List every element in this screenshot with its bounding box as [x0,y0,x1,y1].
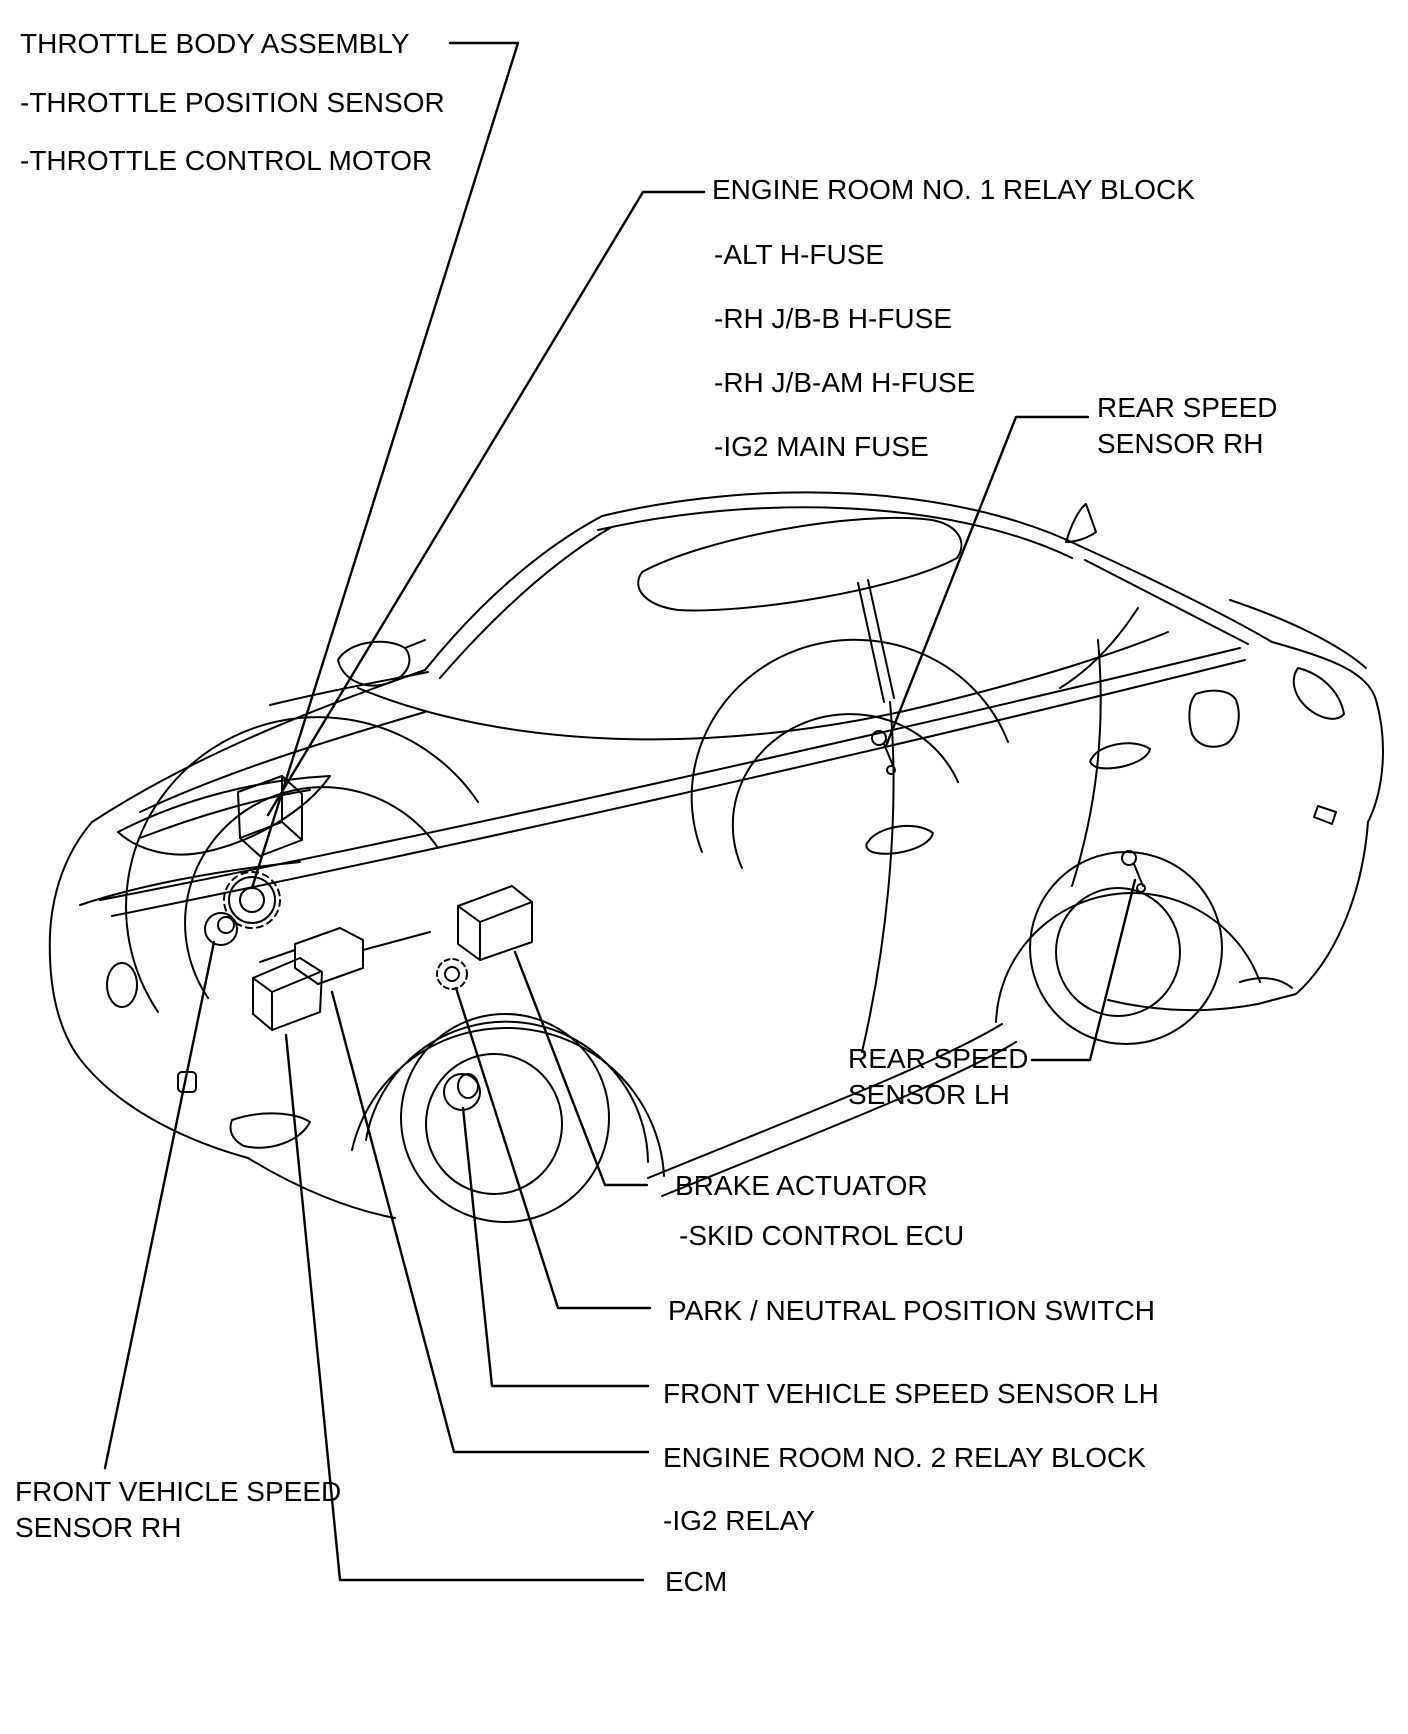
component-ecm [253,958,322,1030]
component-brake-actuator [458,886,532,960]
antenna-fin [1066,504,1096,542]
car-glass-and-details [107,504,1344,1148]
leader-front-speed-lh [463,1108,648,1386]
component-front-speed-sensor-lh [444,1074,480,1110]
component-park-neutral-switch [437,959,467,989]
leader-relay-block-1 [268,192,704,815]
fuel-door [1189,691,1238,747]
label-skid-control-ecu: -SKID CONTROL ECU [679,1220,965,1251]
label-throttle-position-sensor: -THROTTLE POSITION SENSOR [20,87,445,118]
front-door-handle [866,826,933,854]
label-ig2-main-fuse: -IG2 MAIN FUSE [714,431,929,462]
label-rear-speed-sensor-rh: REAR SPEED SENSOR RH [1097,392,1278,459]
label-park-neutral-position-switch: PARK / NEUTRAL POSITION SWITCH [668,1295,1155,1326]
leader-front-speed-rh [105,942,214,1468]
sunroof [638,518,961,610]
label-throttle-body-assembly: THROTTLE BODY ASSEMBLY [20,28,410,59]
label-alt-h-fuse: -ALT H-FUSE [714,239,885,270]
fog-light [231,1113,311,1147]
tail-light [1294,668,1344,719]
component-engine-room-no2-relay-block [260,928,430,984]
car-body-outline [50,492,1383,1218]
label-rh-jbb-h-fuse: -RH J/B-B H-FUSE [714,303,952,334]
grille-emblem [107,963,137,1007]
leader-lines [105,43,1135,1580]
label-front-vehicle-speed-sensor-lh: FRONT VEHICLE SPEED SENSOR LH [663,1378,1159,1409]
leader-relay-block-2 [332,992,648,1452]
label-ecm: ECM [665,1566,728,1597]
label-brake-actuator: BRAKE ACTUATOR [675,1170,928,1201]
component-engine-room-no1-relay-block [238,776,302,856]
component-front-speed-sensor-rh [205,913,237,945]
label-rh-jbam-h-fuse: -RH J/B-AM H-FUSE [714,367,976,398]
label-engine-room-no1-relay-block: ENGINE ROOM NO. 1 RELAY BLOCK [712,174,1195,205]
label-rear-speed-sensor-lh: REAR SPEED SENSOR LH [848,1043,1029,1110]
label-engine-room-no2-relay-block: ENGINE ROOM NO. 2 RELAY BLOCK [663,1442,1146,1473]
label-throttle-control-motor: -THROTTLE CONTROL MOTOR [20,145,433,176]
label-ig2-relay: -IG2 RELAY [663,1505,815,1536]
label-front-vehicle-speed-sensor-rh: FRONT VEHICLE SPEED SENSOR RH [15,1476,342,1543]
leader-rear-speed-rh [886,417,1088,746]
